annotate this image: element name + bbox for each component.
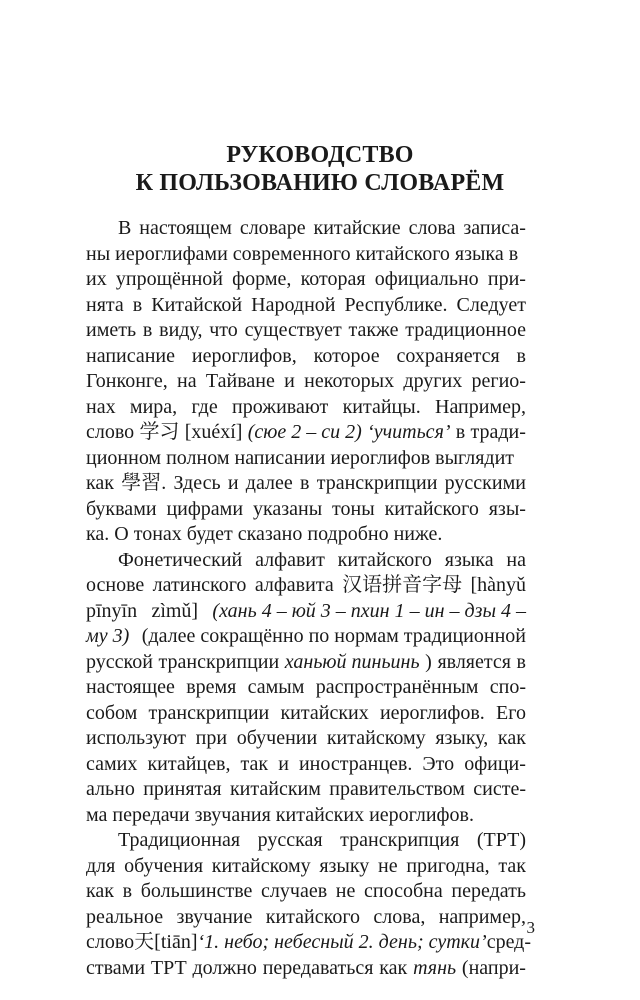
text-segment: принятая <box>143 778 222 800</box>
text-segment: ма передачи звучания китайских иероглифов. <box>86 803 474 826</box>
text-segment: тянь <box>413 956 457 979</box>
text-segment: транскрипции <box>158 650 280 673</box>
text-segment: китайскому <box>211 854 311 877</box>
text-line <box>86 369 526 395</box>
text-segment: Например, <box>435 395 526 418</box>
body-text <box>86 216 532 981</box>
text-segment: иметь <box>86 319 137 341</box>
text-line <box>86 242 526 268</box>
text-segment: виду, <box>159 319 203 341</box>
text-segment: ционном полном написании иероглифов выглядит <box>86 446 515 469</box>
page-number: 3 <box>526 918 535 937</box>
text-segment: время <box>186 676 237 698</box>
text-segment: в <box>300 472 310 494</box>
text-segment: тради- <box>470 421 526 443</box>
text-segment: китайского <box>337 548 432 571</box>
text-segment: и <box>278 752 289 775</box>
text-segment: офици- <box>464 752 526 775</box>
text-segment: передать <box>451 880 526 902</box>
text-segment: например, <box>438 905 526 928</box>
text-line <box>86 650 526 676</box>
text-segment: алфавита <box>254 574 334 596</box>
text-line <box>86 701 526 727</box>
text-segment: ТРТ <box>150 956 187 979</box>
text-segment: цифрами <box>166 497 244 520</box>
text-segment: транскрипции <box>316 472 438 494</box>
text-line <box>86 344 526 370</box>
title-line-1: РУКОВОДСТВО <box>226 142 414 168</box>
text-segment: Народной <box>251 293 336 316</box>
text-segment: традиционное <box>405 319 526 341</box>
text-segment: указаны <box>252 497 323 520</box>
text-line <box>86 828 526 854</box>
text-segment: 天 <box>134 931 155 953</box>
text-line <box>86 726 526 752</box>
text-segment: большинстве <box>140 880 253 902</box>
text-segment: записа- <box>463 217 526 239</box>
title-line-2: К ПОЛЬЗОВАНИЮ СЛОВАРЁМ <box>135 170 505 196</box>
text-segment: ка. О тонах будет сказано подробно ниже. <box>86 523 443 545</box>
text-segment: 學習. <box>121 472 167 494</box>
text-segment: слова, <box>373 905 426 928</box>
text-segment: китайского <box>384 497 479 520</box>
text-segment: при- <box>487 268 526 290</box>
text-segment: сохраняется <box>396 344 500 367</box>
text-segment: китайским <box>229 778 321 800</box>
text-segment: проживают <box>232 395 329 418</box>
text-segment: (ТРТ) <box>476 829 526 851</box>
text-segment: (напри- <box>461 956 526 979</box>
text-segment: В <box>118 217 132 239</box>
text-segment: ‘1. небо; небесный 2. день; сутки’ <box>197 931 487 953</box>
text-segment: настоящее <box>86 676 175 698</box>
text-line <box>86 752 526 778</box>
text-segment: пригодна, <box>406 854 490 877</box>
text-segment: и <box>284 370 295 392</box>
text-segment: обучении <box>236 727 318 749</box>
text-segment: обучения <box>124 854 204 877</box>
text-segment: мира, <box>129 395 178 418</box>
text-segment: язы- <box>488 497 526 520</box>
text-line <box>86 522 526 548</box>
text-segment: существует <box>244 319 342 341</box>
text-segment: основе <box>86 574 145 596</box>
text-segment: транскрипции <box>148 701 270 724</box>
text-segment: китайскому <box>326 727 426 749</box>
text-segment: собом <box>86 701 138 724</box>
text-segment: самым <box>247 676 305 698</box>
text-segment: транскрипция <box>340 829 460 851</box>
text-segment: (хань 4 – юй 3 – пхин 1 – ин – дзы 4 – <box>212 599 526 622</box>
text-segment: языку <box>319 854 370 877</box>
text-segment: случаев <box>261 880 328 902</box>
text-segment: му 3) <box>86 625 130 647</box>
text-line <box>86 395 526 421</box>
text-segment: которая <box>300 268 366 290</box>
text-line <box>86 267 526 293</box>
text-segment: китайцев, <box>147 752 231 775</box>
text-segment: Гонконге, <box>86 370 168 392</box>
text-segment: Республике. <box>344 293 448 316</box>
text-segment: [hànyǔ <box>470 574 526 596</box>
text-segment: Здесь <box>173 472 221 494</box>
text-line <box>86 599 526 625</box>
text-segment: в <box>455 421 466 443</box>
text-segment: официально <box>374 268 479 290</box>
text-segment: Следует <box>456 293 526 316</box>
page-title <box>0 141 640 197</box>
text-segment: для <box>86 854 116 877</box>
text-segment: языка <box>444 548 494 571</box>
text-segment: иероглифов. <box>379 701 485 724</box>
text-segment: иероглифов, <box>191 344 297 367</box>
text-line <box>86 293 526 319</box>
text-line <box>86 318 526 344</box>
text-segment: языку, <box>435 727 489 749</box>
text-segment: в <box>516 650 526 673</box>
text-segment: китайцы. <box>342 395 421 418</box>
text-segment: слово <box>86 421 135 443</box>
text-segment: реальное <box>86 905 164 928</box>
text-segment: словаре <box>239 217 306 239</box>
text-line <box>86 879 526 905</box>
text-segment: не <box>335 880 356 902</box>
text-segment: русской <box>86 650 153 673</box>
text-segment: как <box>497 727 526 749</box>
text-segment: упрощённой <box>115 268 223 290</box>
text-segment: Фонетический <box>118 548 243 571</box>
text-segment: тоны <box>332 497 375 520</box>
text-line <box>86 930 532 956</box>
text-segment: алфавит <box>255 548 325 571</box>
text-segment: не <box>378 854 398 877</box>
text-segment: латинского <box>152 574 247 596</box>
text-line <box>86 675 526 701</box>
text-segment: Тайване <box>205 370 275 392</box>
text-segment: звучание <box>176 905 253 928</box>
text-line <box>86 854 526 880</box>
text-segment: которое <box>313 344 380 367</box>
text-segment: регио- <box>471 370 526 392</box>
text-segment: ны иероглифами современного китайского языка в <box>86 242 519 265</box>
text-segment: буквами <box>86 497 157 520</box>
text-line <box>86 548 526 574</box>
text-segment: Это <box>422 752 455 775</box>
text-segment: слова <box>408 217 456 239</box>
text-segment: должно <box>192 956 257 979</box>
text-segment: способна <box>364 880 443 902</box>
text-segment: нята <box>86 293 124 316</box>
text-segment: правительством <box>329 778 465 800</box>
text-segment: в <box>516 344 526 367</box>
text-segment: что <box>209 319 238 341</box>
text-segment: передаваться <box>262 956 374 979</box>
text-segment: настоящем <box>139 217 232 239</box>
text-line <box>86 777 526 803</box>
text-segment: как <box>379 956 408 979</box>
text-segment: самих <box>86 752 138 775</box>
text-segment: в <box>122 880 133 902</box>
text-segment: нах <box>86 395 116 418</box>
text-segment: и <box>227 472 239 494</box>
text-line <box>86 446 526 472</box>
text-line <box>86 420 526 446</box>
text-segment: ) <box>425 650 432 673</box>
text-segment: иностранцев. <box>298 752 413 775</box>
text-segment: zìmǔ] <box>151 599 199 622</box>
text-segment: (сюе 2 – си 2) <box>247 421 362 443</box>
text-segment: в <box>132 293 143 316</box>
text-segment: [xuéxí] <box>184 421 243 443</box>
text-segment: как <box>86 472 115 494</box>
text-segment: так <box>240 752 269 775</box>
text-segment: ствами <box>86 956 146 979</box>
text-segment: распространённым <box>315 676 479 698</box>
text-segment: других <box>403 370 463 392</box>
text-segment: далее <box>245 472 293 494</box>
text-segment: написание <box>86 344 176 367</box>
text-segment: слово <box>86 931 135 953</box>
text-segment: китайского <box>265 905 361 928</box>
text-line <box>86 497 526 523</box>
text-line <box>86 573 526 599</box>
text-line <box>86 216 526 242</box>
text-segment: при <box>195 727 228 749</box>
text-segment: является <box>437 650 511 673</box>
text-segment: на <box>177 370 197 392</box>
text-segment: Традиционная <box>118 829 241 851</box>
text-segment: ально <box>86 778 135 800</box>
text-segment: где <box>191 395 218 418</box>
text-segment: русскими <box>444 472 526 494</box>
text-segment: сред- <box>486 931 532 953</box>
text-segment: как <box>86 880 115 902</box>
text-segment: их <box>86 268 107 290</box>
text-segment: используют <box>86 727 187 749</box>
text-segment: в <box>142 319 153 341</box>
text-segment: [tiān] <box>154 931 198 953</box>
text-segment: (далее сокращённо по нормам традиционной <box>141 625 526 647</box>
text-segment: китайские <box>313 217 401 239</box>
text-line <box>86 624 526 650</box>
text-segment: русская <box>257 829 323 851</box>
text-line <box>86 905 526 931</box>
text-segment: 汉语拼音字母 <box>342 574 463 596</box>
text-segment: спо- <box>489 676 526 698</box>
text-segment: ханьюй пиньинь <box>284 650 420 673</box>
text-segment: pīnyīn <box>86 599 138 622</box>
text-segment: систе- <box>473 778 526 800</box>
text-segment: форме, <box>232 268 292 290</box>
text-segment: Китайской <box>151 293 243 316</box>
text-segment: так <box>498 854 526 877</box>
text-segment: 学习 <box>139 421 180 443</box>
text-segment: некоторых <box>304 370 395 392</box>
text-line <box>86 956 526 982</box>
text-line <box>86 471 526 497</box>
text-segment: ‘учиться’ <box>367 421 451 443</box>
text-segment: Его <box>496 701 526 724</box>
text-segment: на <box>506 548 526 571</box>
text-segment: также <box>348 319 399 341</box>
text-segment: китайских <box>280 701 369 724</box>
text-line <box>86 803 526 829</box>
